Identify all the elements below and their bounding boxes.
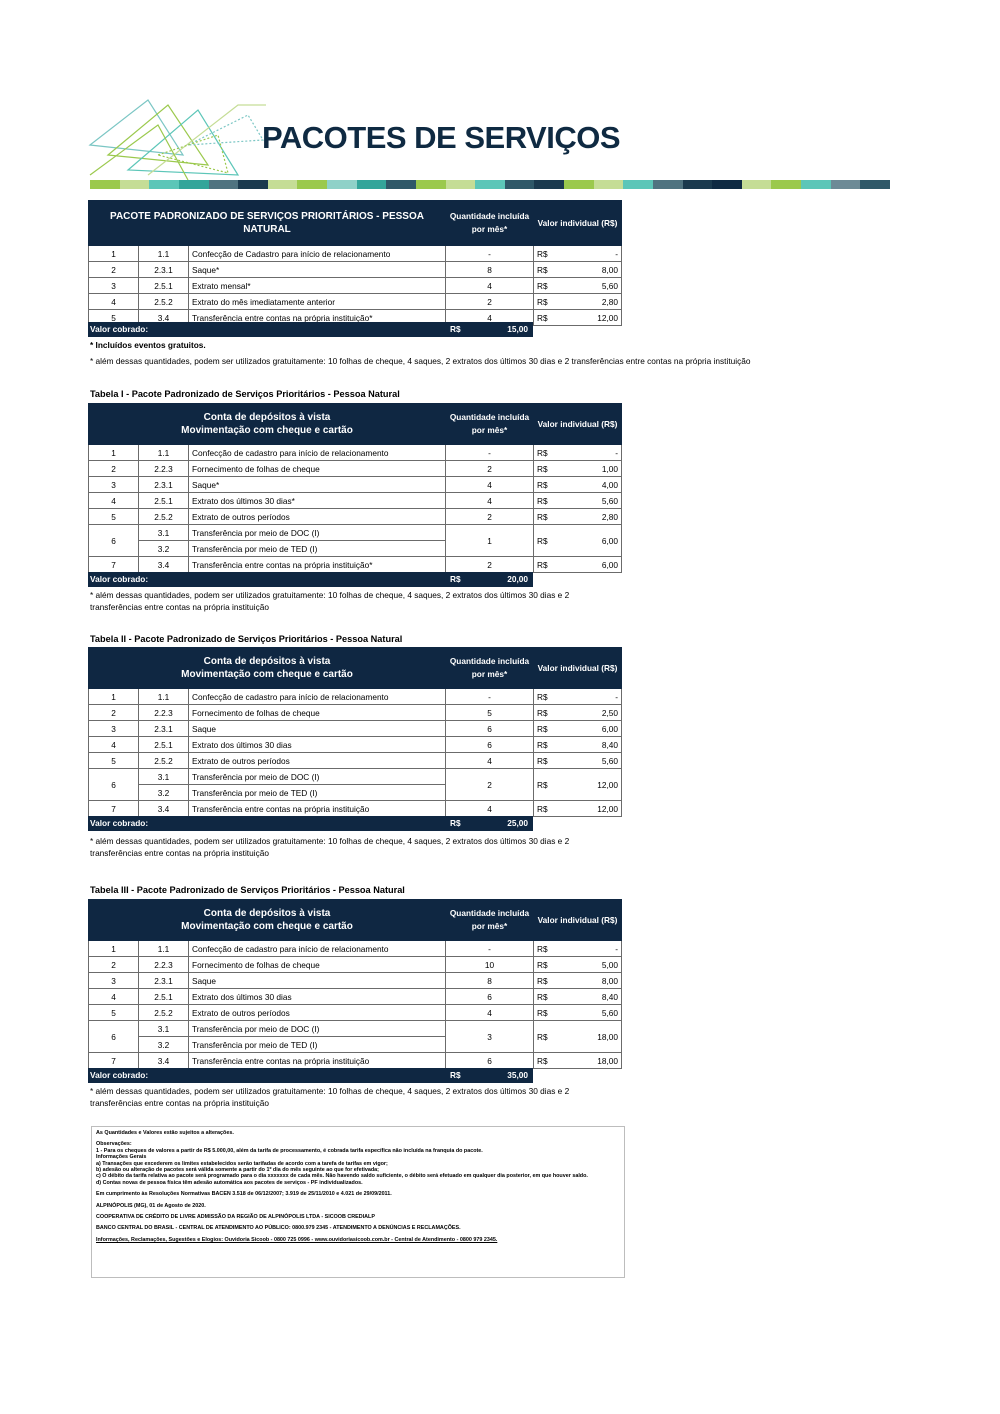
row-number: 7: [89, 801, 139, 817]
quantity-cell: 4: [446, 477, 534, 493]
service-code: 2.3.1: [139, 477, 189, 493]
row-number: 2: [89, 262, 139, 278]
quantity-cell: 3: [446, 1021, 534, 1053]
total-row: Valor cobrado: R$ 35,00: [88, 1068, 533, 1083]
page-title: PACOTES DE SERVIÇOS: [262, 120, 620, 155]
stripe-segment: [327, 180, 357, 189]
value-header: Valor individual (R$): [534, 900, 622, 941]
table-row: [89, 1021, 622, 1037]
row-number: 7: [89, 1053, 139, 1069]
row-number: 1: [89, 689, 139, 705]
stripe-segment: [475, 180, 505, 189]
table-title: PACOTE PADRONIZADO DE SERVIÇOS PRIORITÁRIOS - PESSOA NATURAL: [89, 201, 446, 246]
stripe-segment: [594, 180, 624, 189]
service-code: 2.5.1: [139, 493, 189, 509]
row-number: 5: [89, 753, 139, 769]
stripe-segment: [712, 180, 742, 189]
service-description: Extrato do mês imediatamente anterior: [189, 294, 446, 310]
table-row: [89, 941, 622, 957]
quantity-cell: 4: [446, 1005, 534, 1021]
service-description: Transferência por meio de DOC (I): [189, 525, 446, 541]
row-number: 7: [89, 557, 139, 573]
services-table-2: [88, 647, 622, 817]
quantity-cell: 1: [446, 525, 534, 557]
note-free-items: * além dessas quantidades, podem ser utilizados gratuitamente: 10 folhas de cheque, 4 saques, 2 extratos dos últimos 30 dias e 2 transferências entre contas na própria instituição: [90, 1086, 570, 1108]
value-cell: R$ -: [534, 445, 622, 461]
value-cell: R$ 8,00: [534, 262, 622, 278]
table-row: [89, 753, 622, 769]
value-cell: R$ -: [534, 246, 622, 262]
table-row: [89, 477, 622, 493]
qty-header: Quantidade incluída por mês*: [446, 900, 534, 941]
quantity-cell: 5: [446, 705, 534, 721]
service-description: Extrato dos últimos 30 dias: [189, 737, 446, 753]
service-description: Transferência por meio de DOC (I): [189, 769, 446, 785]
stripe-segment: [771, 180, 801, 189]
quantity-cell: -: [446, 689, 534, 705]
table-row: [89, 1005, 622, 1021]
table-row: [89, 1053, 622, 1069]
service-code: 2.5.1: [139, 737, 189, 753]
value-cell: R$ 2,80: [534, 294, 622, 310]
service-description: Transferência por meio de TED (I): [189, 541, 446, 557]
service-description: Extrato mensal*: [189, 278, 446, 294]
service-code: 3.1: [139, 769, 189, 785]
quantity-cell: -: [446, 941, 534, 957]
quantity-cell: -: [446, 445, 534, 461]
table-row: [89, 737, 622, 753]
services-table-main: [88, 200, 622, 326]
stripe-segment: [268, 180, 298, 189]
row-number: 4: [89, 493, 139, 509]
service-description: Confecção de cadastro para início de relacionamento: [189, 445, 446, 461]
value-cell: R$ 5,00: [534, 957, 622, 973]
value-cell: R$ 12,00: [534, 769, 622, 801]
value-cell: R$ 18,00: [534, 1053, 622, 1069]
table-title: Conta de depósitos à vista Movimentação com cheque e cartão: [89, 648, 446, 689]
row-number: 1: [89, 246, 139, 262]
service-code: 2.3.1: [139, 721, 189, 737]
table-caption: Tabela II - Pacote Padronizado de Serviços Prioritários - Pessoa Natural: [90, 634, 403, 644]
quantity-cell: 2: [446, 461, 534, 477]
stripe-segment: [416, 180, 446, 189]
row-number: 3: [89, 721, 139, 737]
table-row: [89, 989, 622, 1005]
qty-header: Quantidade incluída por mês*: [446, 201, 534, 246]
stripe-segment: [446, 180, 476, 189]
table-header: [89, 404, 622, 445]
stripe-segment: [120, 180, 150, 189]
quantity-cell: 8: [446, 973, 534, 989]
service-code: 3.1: [139, 1021, 189, 1037]
service-description: Confecção de cadastro para início de relacionamento: [189, 941, 446, 957]
service-description: Transferência por meio de TED (I): [189, 785, 446, 801]
observations-box: As Quantidades e Valores estão sujeitos a alterações. Observações: 1 - Para os cheques de valores a partir de R$ 5.000,00, além da tarifa de processamento, é cobrada tarifa específica não incluída na franquia do pacote. Informações Gerais a) Transações que excederem os limites estabelecidos serão tarifadas de acordo com a tarefa de tarifas em vigor; b) adesão ou alteração de pacotes será válida somente a partir do 1º dia do mês seguinte ao que for efetivada; c) O débito da tarifa relativa ao pacote será programado para o dia xxxxxxx de cada mês. Não havendo saldo suficiente, o débito será efetuado em qualquer dia posterior, em que houver saldo. d) Contas novas de pessoa física têm adesão automática aos pacotes de serviços - PF individualizados. Em cumprimento às Resoluções Normativas BACEN 3.518 de 06/12/2007; 3.919 de 25/11/2010 e 4.021 de 29/09/2011. ALPINÓPOLIS (MG), 01 de Agosto de 2020. COOPERATIVA DE CRÉDITO DE LIVRE ADMISSÃO DA REGIÃO DE ALPINÓPOLIS LTDA - SICOOB CREDIALP BANCO CENTRAL DO BRASIL - CENTRAL DE ATENDIMENTO AO PÚBLICO: 0800.979 2345 - ATENDIMENTO A DENÚNCIAS E RECLAMAÇÕES. Informações, Reclamações, Sugestões e Elogios: Ouvidoria Sicoob - 0800 725 0996 - www.ouvidoriasicoob.com.br - Central de Atendimento - 0800 979 2345.: [91, 1126, 625, 1278]
services-table-1: [88, 403, 622, 573]
total-row: Valor cobrado: R$ 15,00: [88, 322, 533, 337]
quantity-cell: 4: [446, 493, 534, 509]
row-number: 2: [89, 461, 139, 477]
value-cell: R$ 5,60: [534, 753, 622, 769]
service-description: Fornecimento de folhas de cheque: [189, 461, 446, 477]
value-cell: R$ 2,50: [534, 705, 622, 721]
row-number: 5: [89, 1005, 139, 1021]
quantity-cell: 4: [446, 801, 534, 817]
stripe-segment: [297, 180, 327, 189]
quantity-cell: 8: [446, 262, 534, 278]
stripe-segment: [505, 180, 535, 189]
stripe-segment: [238, 180, 268, 189]
stripe-segment: [564, 180, 594, 189]
row-number: 2: [89, 705, 139, 721]
service-description: Extrato de outros períodos: [189, 1005, 446, 1021]
service-code: 1.1: [139, 246, 189, 262]
quantity-cell: 6: [446, 989, 534, 1005]
table-row: [89, 705, 622, 721]
quantity-cell: 2: [446, 509, 534, 525]
table-row: [89, 262, 622, 278]
stripe-segment: [209, 180, 239, 189]
value-cell: R$ 5,60: [534, 493, 622, 509]
stripe-segment: [357, 180, 387, 189]
stripe-segment: [683, 180, 713, 189]
service-code: 3.4: [139, 310, 189, 326]
stripe-segment: [534, 180, 564, 189]
quantity-cell: 10: [446, 957, 534, 973]
table-row: [89, 525, 622, 541]
service-description: Extrato dos últimos 30 dias: [189, 989, 446, 1005]
table-row: [89, 721, 622, 737]
value-header: Valor individual (R$): [534, 201, 622, 246]
service-description: Saque*: [189, 262, 446, 278]
table-row: [89, 509, 622, 525]
value-cell: R$ 8,00: [534, 973, 622, 989]
service-description: Transferência entre contas na própria instituição: [189, 801, 446, 817]
service-code: 1.1: [139, 445, 189, 461]
value-cell: R$ -: [534, 941, 622, 957]
table-row: [89, 801, 622, 817]
stripe-segment: [90, 180, 120, 189]
service-description: Extrato de outros períodos: [189, 753, 446, 769]
total-row: Valor cobrado: R$ 20,00: [88, 572, 533, 587]
value-cell: R$ 6,00: [534, 721, 622, 737]
quantity-cell: 6: [446, 1053, 534, 1069]
service-code: 2.5.1: [139, 989, 189, 1005]
service-description: Transferência por meio de TED (I): [189, 1037, 446, 1053]
row-number: 6: [89, 1021, 139, 1053]
row-number: 1: [89, 445, 139, 461]
table-row: [89, 461, 622, 477]
row-number: 5: [89, 509, 139, 525]
quantity-cell: 2: [446, 294, 534, 310]
stripe-segment: [623, 180, 653, 189]
table-caption: Tabela III - Pacote Padronizado de Serviços Prioritários - Pessoa Natural: [90, 885, 405, 895]
value-cell: R$ 8,40: [534, 737, 622, 753]
value-header: Valor individual (R$): [534, 404, 622, 445]
value-cell: R$ 12,00: [534, 310, 622, 326]
row-number: 3: [89, 973, 139, 989]
service-description: Transferência entre contas na própria instituição: [189, 1053, 446, 1069]
value-cell: R$ 5,60: [534, 1005, 622, 1021]
table-row: [89, 689, 622, 705]
service-code: 2.5.1: [139, 278, 189, 294]
row-number: 4: [89, 737, 139, 753]
value-cell: R$ 2,80: [534, 509, 622, 525]
row-number: 2: [89, 957, 139, 973]
row-number: 3: [89, 477, 139, 493]
service-description: Saque: [189, 721, 446, 737]
table-caption: Tabela I - Pacote Padronizado de Serviços Prioritários - Pessoa Natural: [90, 389, 400, 399]
service-description: Fornecimento de folhas de cheque: [189, 957, 446, 973]
note-free-items: * além dessas quantidades, podem ser utilizados gratuitamente: 10 folhas de cheque, 4 saques, 2 extratos dos últimos 30 dias e 2 transferências entre contas na própria instituição: [90, 836, 570, 858]
quantity-cell: 4: [446, 310, 534, 326]
quantity-cell: 6: [446, 737, 534, 753]
service-code: 3.1: [139, 525, 189, 541]
value-cell: R$ 8,40: [534, 989, 622, 1005]
value-cell: R$ 4,00: [534, 477, 622, 493]
quantity-cell: 2: [446, 769, 534, 801]
value-header: Valor individual (R$): [534, 648, 622, 689]
service-description: Fornecimento de folhas de cheque: [189, 705, 446, 721]
table-row: [89, 769, 622, 785]
service-description: Confecção de Cadastro para início de relacionamento: [189, 246, 446, 262]
table-row: [89, 246, 622, 262]
table-title: Conta de depósitos à vista Movimentação com cheque e cartão: [89, 404, 446, 445]
quantity-cell: 4: [446, 753, 534, 769]
service-description: Extrato dos últimos 30 dias*: [189, 493, 446, 509]
stripe-segment: [179, 180, 209, 189]
ombudsman-contact: Informações, Reclamações, Sugestões e Elogios: Ouvidoria Sicoob - 0800 725 0996 - www.ouvidoriasicoob.com.br - Central de Atendimento - 0800 979 2345.: [96, 1236, 498, 1243]
table-title: Conta de depósitos à vista Movimentação com cheque e cartão: [89, 900, 446, 941]
value-cell: R$ 6,00: [534, 525, 622, 557]
service-description: Extrato de outros períodos: [189, 509, 446, 525]
value-cell: R$ 5,60: [534, 278, 622, 294]
quantity-cell: 4: [446, 278, 534, 294]
service-code: 3.4: [139, 557, 189, 573]
service-code: 2.2.3: [139, 461, 189, 477]
table-row: [89, 493, 622, 509]
note-included: * Incluídos eventos gratuitos.: [90, 340, 206, 350]
services-table-3: [88, 899, 622, 1069]
service-code: 2.2.3: [139, 705, 189, 721]
service-code: 1.1: [139, 941, 189, 957]
table-header: [89, 648, 622, 689]
note-free-items: * além dessas quantidades, podem ser utilizados gratuitamente: 10 folhas de cheque, 4 saques, 2 extratos dos últimos 30 dias e 2 transferências entre contas na própria instituição: [90, 590, 570, 612]
cooperative-logo: [88, 95, 268, 180]
row-number: 6: [89, 525, 139, 557]
quantity-cell: 6: [446, 721, 534, 737]
table-row: [89, 557, 622, 573]
service-code: 3.2: [139, 785, 189, 801]
stripe-segment: [742, 180, 772, 189]
service-description: Transferência por meio de DOC (I): [189, 1021, 446, 1037]
stripe-segment: [831, 180, 861, 189]
table-row: [89, 957, 622, 973]
value-cell: R$ -: [534, 689, 622, 705]
qty-header: Quantidade incluída por mês*: [446, 404, 534, 445]
total-row: Valor cobrado: R$ 25,00: [88, 816, 533, 831]
value-cell: R$ 1,00: [534, 461, 622, 477]
table-row: [89, 973, 622, 989]
qty-header: Quantidade incluída por mês*: [446, 648, 534, 689]
stripe-segment: [801, 180, 831, 189]
table-header: [89, 900, 622, 941]
stripe-segment: [149, 180, 179, 189]
row-number: 4: [89, 294, 139, 310]
value-cell: R$ 18,00: [534, 1021, 622, 1053]
row-number: 4: [89, 989, 139, 1005]
service-code: 2.3.1: [139, 973, 189, 989]
service-code: 2.5.2: [139, 294, 189, 310]
service-description: Confecção de cadastro para início de relacionamento: [189, 689, 446, 705]
row-number: 5: [89, 310, 139, 326]
stripe-segment: [860, 180, 890, 189]
quantity-cell: 2: [446, 557, 534, 573]
value-cell: R$ 6,00: [534, 557, 622, 573]
color-stripe: [90, 180, 890, 189]
service-code: 2.5.2: [139, 1005, 189, 1021]
table-row: [89, 294, 622, 310]
table-row: [89, 445, 622, 461]
service-code: 3.4: [139, 801, 189, 817]
note-free-items: * além dessas quantidades, podem ser utilizados gratuitamente: 10 folhas de cheque, 4 saques, 2 extratos dos últimos 30 dias e 2 transferências entre contas na própria instituição: [90, 356, 751, 366]
quantity-cell: -: [446, 246, 534, 262]
value-cell: R$ 12,00: [534, 801, 622, 817]
service-code: 3.4: [139, 1053, 189, 1069]
row-number: 6: [89, 769, 139, 801]
row-number: 3: [89, 278, 139, 294]
service-code: 3.2: [139, 541, 189, 557]
stripe-segment: [653, 180, 683, 189]
service-code: 1.1: [139, 689, 189, 705]
service-description: Saque*: [189, 477, 446, 493]
row-number: 1: [89, 941, 139, 957]
stripe-segment: [386, 180, 416, 189]
table-row: [89, 278, 622, 294]
service-description: Transferência entre contas na própria instituição*: [189, 310, 446, 326]
service-description: Saque: [189, 973, 446, 989]
service-code: 3.2: [139, 1037, 189, 1053]
service-code: 2.3.1: [139, 262, 189, 278]
service-code: 2.5.2: [139, 753, 189, 769]
service-code: 2.2.3: [139, 957, 189, 973]
service-code: 2.5.2: [139, 509, 189, 525]
service-description: Transferência entre contas na própria instituição*: [189, 557, 446, 573]
